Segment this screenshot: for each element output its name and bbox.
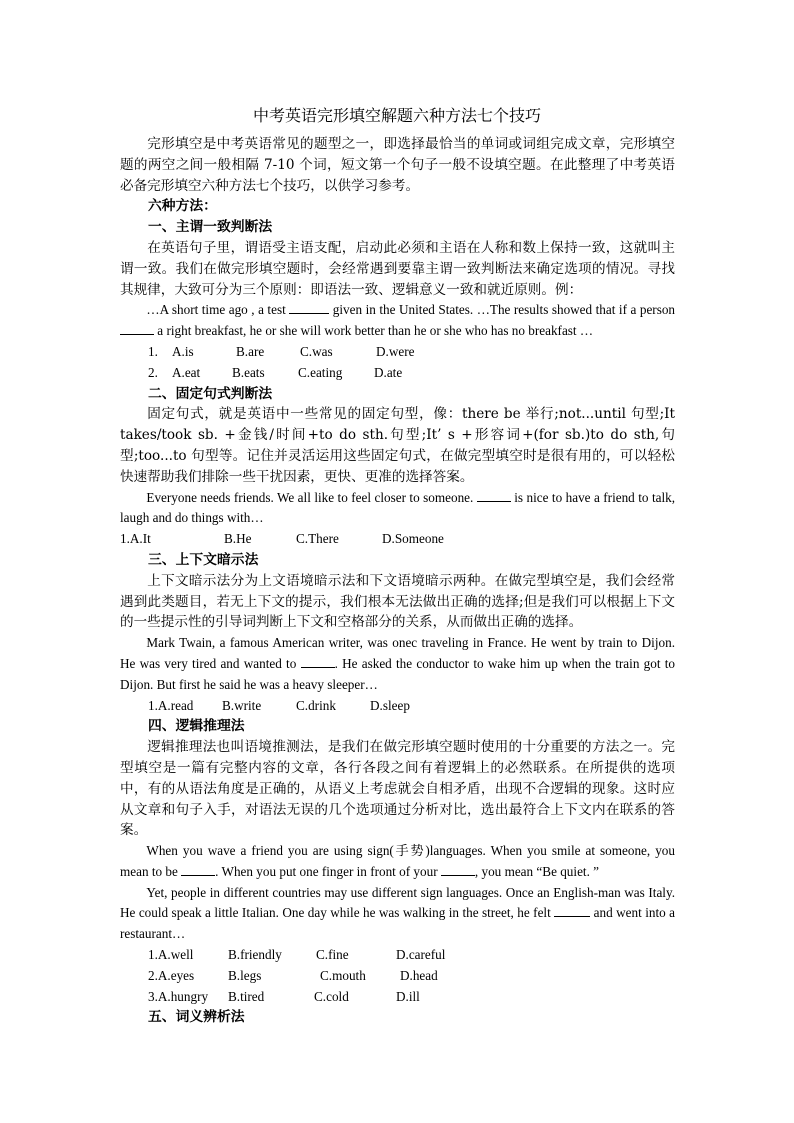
example-text: . When you put one finger in front of your: [215, 863, 438, 879]
option-d: D.ate: [374, 364, 403, 380]
section-1-body: 在英语句子里，谓语受主语支配，启动此必须和主语在人称和数上保持一致，这就叫主谓一致。我们在做完形填空题时，会经常遇到要靠主谓一致判断法来确定选项的情况。寻找其规律，大致可分为三个原则：即语法一致、逻辑意义一致和就近原则。例：: [120, 239, 675, 298]
question-row: [120, 696, 675, 717]
question-row: [120, 363, 675, 384]
option-b: B.write: [222, 697, 262, 713]
option-d: D.careful: [396, 947, 446, 963]
option-a: A.is: [172, 343, 194, 359]
option-b: B.eats: [232, 364, 265, 380]
option-b: B.tired: [228, 988, 265, 1004]
example-text: and went into a restaurant…: [120, 905, 676, 942]
option-c: C.mouth: [320, 967, 366, 983]
option-b: B.are: [236, 343, 265, 359]
option-b: B.legs: [228, 967, 262, 983]
answer-blank: [554, 904, 590, 917]
six-methods-heading: 六种方法：: [148, 198, 217, 215]
question-number: 1.: [148, 343, 158, 359]
example-text: Mark Twain, a famous American writer, was onec traveling in France. He went by train to Dijon. He was very tired and wanted to: [120, 635, 675, 671]
option-a: 1.A.read: [148, 697, 194, 713]
section-5-heading: 五、词义辨析法: [148, 1009, 245, 1026]
option-d: D.were: [376, 343, 415, 359]
question-row: [120, 945, 675, 966]
intro-paragraph: 完形填空是中考英语常见的题型之一，即选择最恰当的单词或词组完成文章，完形填空题的两空之间一般相隔 7-10 个词，短文第一个句子一般不设填空题。在此整理了中考英语必备完形填空六种方法七个技巧，以供学习参考。: [120, 136, 675, 194]
section-1-example: [120, 300, 675, 342]
answer-blank: [477, 489, 511, 502]
option-a: 3.A.hungry: [148, 988, 209, 1004]
section-2-example: [120, 488, 675, 530]
option-c: C.was: [300, 343, 333, 359]
question-row: [120, 342, 675, 363]
section-4-heading: 四、逻辑推理法: [148, 718, 245, 735]
option-c: C.cold: [314, 988, 349, 1004]
option-c: C.fine: [316, 947, 349, 963]
question-row: [120, 966, 675, 987]
example-text: , you mean “Be quiet. ”: [474, 863, 600, 879]
section-3-heading: 三、上下文暗示法: [148, 551, 259, 568]
answer-blank: [289, 301, 329, 314]
question-row: [120, 987, 675, 1008]
answer-blank: [301, 655, 335, 668]
option-d: D.sleep: [370, 697, 410, 713]
section-1-heading: 一、主谓一致判断法: [148, 219, 273, 236]
option-b: B.He: [224, 531, 252, 547]
answer-blank: [120, 322, 154, 335]
answer-blank: [181, 863, 215, 876]
question-row: [120, 529, 675, 550]
section-3-body: 上下文暗示法分为上文语境暗示法和下文语境暗示两种。在做完型填空是，我们会经常遇到此类题目，若无上下文的提示，我们根本无法做出正确的选择;但是我们可以根据上下文的一些提示性的引导词判断上下文和空格部分的关系，从而做出正确的选择。: [120, 572, 675, 631]
answer-blank: [441, 863, 475, 876]
option-a: 1.A.It: [120, 531, 151, 547]
section-2-heading: 二、固定句式判断法: [148, 385, 273, 402]
example-text: When you wave a friend you are using sign(手势)languages. When you smile at someone, you mean to be: [120, 843, 675, 879]
example-text: . He asked the conductor to wake him up when the train got to Dijon. But first he said he was a heavy sleeper…: [120, 655, 676, 692]
section-4-example-1: [120, 841, 675, 883]
option-c: C.There: [296, 531, 339, 547]
option-d: D.Someone: [382, 531, 444, 547]
option-b: B.friendly: [228, 947, 282, 963]
example-text: given in the United States. …The results showed that if a person: [332, 302, 676, 318]
example-text: Everyone needs friends. We all like to feel closer to someone.: [146, 489, 474, 505]
option-c: C.drink: [296, 697, 336, 713]
option-a: 2.A.eyes: [148, 967, 195, 983]
option-a: A.eat: [172, 364, 201, 380]
section-4-example-2: [120, 883, 675, 945]
option-d: D.ill: [396, 988, 420, 1004]
example-text: …A short time ago , a test: [146, 302, 286, 318]
page-title: 中考英语完形填空解题六种方法七个技巧: [252, 106, 541, 125]
question-number: 2.: [148, 364, 158, 380]
section-3-example: [120, 633, 675, 695]
option-a: 1.A.well: [148, 947, 194, 963]
section-4-body: 逻辑推理法也叫语境推测法，是我们在做完形填空题时使用的十分重要的方法之一。完型填空是一篇有完整内容的文章，各行各段之间有着逻辑上的必然联系。在所提供的选项中，有的从语法角度是正确的，从语义上考虑就会自相矛盾，出现不合逻辑的现象。这时应从文章和句子入手，对语法无误的几个选项通过分析对比，选出最符合上下文内在联系的答案。: [120, 739, 675, 839]
example-text: Yet, people in different countries may use different sign languages. Once an English-man was Italy. He could speak a little Italian. One day while he was walking in the street, he felt: [120, 884, 675, 921]
option-d: D.head: [400, 967, 438, 983]
example-text: is nice to have a friend to talk, laugh and do things with…: [120, 489, 676, 526]
example-text: a right breakfast, he or she will work better than he or she who has no breakfast …: [157, 323, 594, 339]
option-c: C.eating: [298, 364, 343, 380]
document-body: [120, 134, 675, 1028]
section-2-body: 固定句式，就是英语中一些常见的固定句型，像：there be 举行;not...until 句型;It takes/took sb. +金钱/时间+to do sth.句型;It’ s +形容词+(for sb.)to do sth,句型;too...to 句型等。记住并灵活运用这些固定句式，在做完型填空时是很有用的，可以轻松快速帮助我们排除一些干扰因素，更快、更准的选择答案。: [120, 406, 675, 485]
